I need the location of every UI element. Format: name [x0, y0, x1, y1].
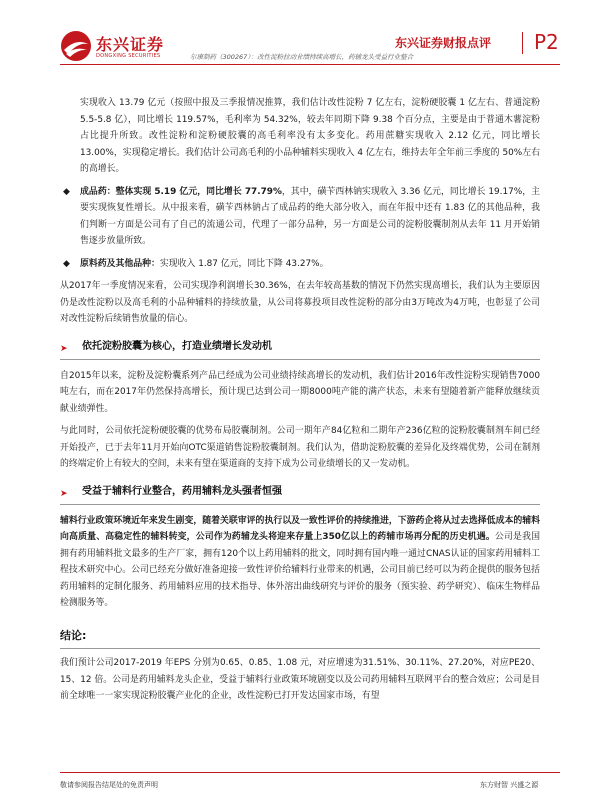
- capsule-paragraph-2: 与此同时，公司依托淀粉硬胶囊的优势布局胶囊制剂。公司一期年产84亿粒和二期年产236亿粒的淀粉胶囊制剂车间已经开始投产，已于去年11月开始向OTC渠道销售淀粉胶囊制剂。我们认为，借助淀粉胶囊的差异化及终端优势，公司在制剂的终端定价上有较大的空间，未来有望在渠道商的支持下成为公司业绩增长的又一发动机。: [60, 426, 540, 469]
- footer-rule: [60, 772, 560, 773]
- bullet-text: ，其中，磺苄西林钠实现收入 3.36 亿元，同比增长 19.17%，主要实现恢复性增长。从中报来看，磺苄西林钠占了成品药的绝大部分收入，而在年报中还有 1.83 亿的其他品种，我们判断一方面是公司有了自己的流通公司，代理了一部分品种，另一方面是公司的淀粉胶囊制剂从去年 11 月开始销售逐步放量所致。: [80, 186, 540, 246]
- conclusion-rule: [60, 648, 540, 649]
- section-title: 受益于辅料行业整合，药用辅料龙头强者恒强: [82, 485, 282, 497]
- section-arrow-icon: ➤: [60, 488, 68, 499]
- logo-text-en: DONGXING SECURITIES: [96, 53, 161, 59]
- bullet-diamond-icon: ◆: [63, 258, 70, 269]
- q1-paragraph: 从2017年一季度情况来看，公司实现净利润增长30.36%，在去年较高基数的情况下仍然实现高增长，我们认为主要原因仍是改性淀粉以及高毛利的小品种辅料的持续放量，从公司将募投项目改性淀粉的部分由3万吨改为4万吨，也彰显了公司对改性淀粉后续销售放量的信心。: [60, 281, 540, 324]
- section-rule: [60, 504, 540, 505]
- revenue-paragraph: 实现收入 13.79 亿元（按照中报及三季报情况推算，我们估计改性淀粉 7 亿左右，淀粉硬胶囊 1 亿左右、普通淀粉 5.5-5.8 亿），同比增长 119.57%，毛利率为 54.32%，较去年同期下降 9.38 个百分点，主要是由于普通木薯淀粉占比提升所致。改性淀粉和淀粉硬胶囊的高毛利率没有太多变化。药用蔗糖实现收入 2.12 亿元，同比增长 13.00%，实现稳定增长。我们估计公司高毛利的小品种辅料实现收入 4 亿左右，维持去年全年前三季度的 50%左右的高增长。: [80, 98, 540, 174]
- capsule-paragraph-1: 自2015年以来，淀粉及淀粉囊系列产品已经成为公司业绩持续高增长的发动机，我们估计2016年改性淀粉实现销售7000吨左右，而在2017年仍然保持高增长，预计现已达到公司一期8000吨产能的满产状态，未来有望随着新产能释放继续贡献业绩弹性。: [60, 370, 540, 414]
- report-subtitle: 尔康制药（300267）：改性淀粉拉动业绩持续高增长，药辅龙头受益行业整合: [190, 53, 414, 61]
- bullet-diamond-icon: ◆: [63, 186, 70, 197]
- bullet-raw-materials: [60, 256, 540, 273]
- section-title: 依托淀粉胶囊为核心，打造业绩增长发动机: [82, 340, 272, 352]
- section-rule: [60, 359, 540, 360]
- bullet-finished-drugs: [60, 184, 540, 250]
- section-arrow-icon: ➤: [60, 343, 68, 354]
- bullet-lead: 成品药：整体实现 5.19 亿元，同比增长 77.79%: [80, 186, 282, 197]
- report-type-label: 东兴证券财报点评: [395, 36, 492, 50]
- footer-disclaimer: 敬请参阅报告结尾处的免责声明: [60, 781, 158, 789]
- bullet-text: 实现收入 1.87 亿元，同比下降 43.27%。: [159, 258, 329, 269]
- section-heading-capsule: [60, 338, 540, 360]
- header-divider: [522, 32, 523, 54]
- conclusion-title: 结论:: [60, 628, 87, 642]
- main-content: [60, 95, 540, 711]
- excipient-bold-text: 辅料行业政策环境近年来发生剧变，随着关联审评的执行以及一致性评价的持续推进，下游药企将从过去选择低成本的辅料向高质量、高稳定性的辅料转变，公司作为药辅龙头将迎来存量上350亿以上的药辅市场再分配的历史机遇。: [60, 515, 540, 542]
- excipient-paragraph: [60, 513, 540, 612]
- footer-slogan: 东方财智 兴盛之源: [480, 781, 539, 789]
- bullet-lead: 原料药及其他品种：: [80, 258, 160, 269]
- page-number: P2: [534, 30, 559, 54]
- logo-emblem-icon: [60, 30, 92, 62]
- conclusion-paragraph: 我们预计公司2017-2019 年EPS 分别为0.65、0.85、1.08 元，对应增速为31.51%、30.11%、27.20%，对应PE20、15、12 倍。公司是药用辅料龙头企业，受益于辅料行业政策环境剧变以及公司药用辅料互联网平台的整合效应；公司是目前全球唯一一家实现淀粉胶囊产业化的企业，改性淀粉已打开发达国家市场，有望: [60, 658, 540, 701]
- header-rule: [60, 64, 560, 65]
- company-logo: [60, 28, 170, 64]
- page-header: [0, 0, 596, 72]
- section-heading-excipient: [60, 483, 540, 505]
- logo-text-cn: 东兴证券: [96, 35, 165, 54]
- excipient-text: 公司是我国拥有药用辅料批文最多的生产厂家，拥有120个以上药用辅料的批文，同时拥有国内唯一通过CNAS认证的国家药用辅料工程技术研究中心。公司已经充分做好准备迎接一致性评价给辅料行业带来的机遇，公司目前已经可以为药企提供的服务包括药用辅料的定制化服务、药用辅料应用的技术指导、体外溶出曲线研究与评价的服务（预实验、药学研究）、临床生物样品检测服务等。: [60, 532, 540, 608]
